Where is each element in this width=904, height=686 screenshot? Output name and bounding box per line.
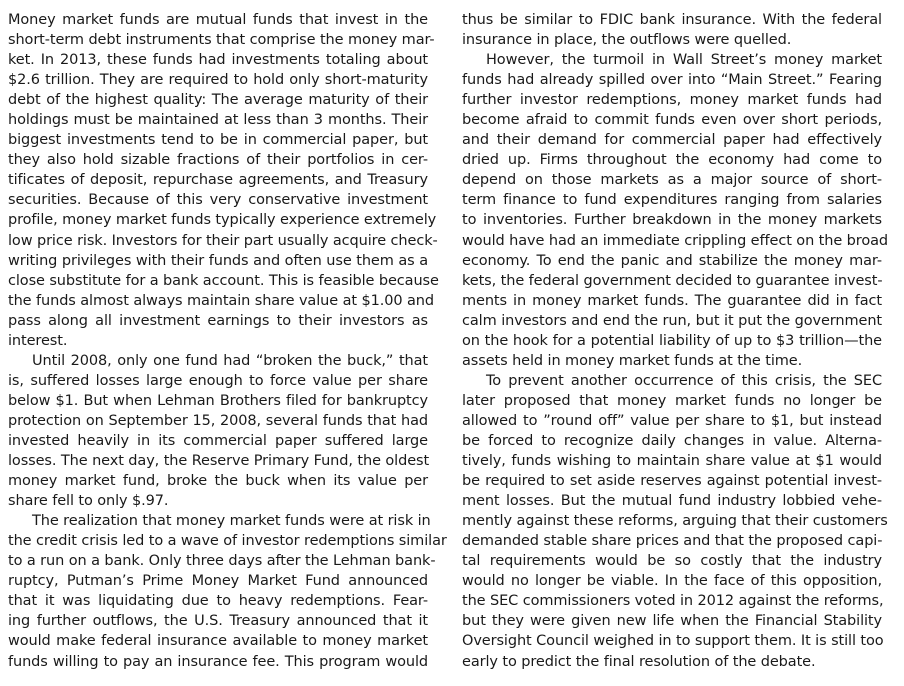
- text-line: would have had an immediate crippling effect on the broad: [462, 232, 888, 249]
- text-line: calm investors and end the run, but it put the government: [462, 312, 882, 329]
- text-line: To prevent another occurrence of this crisis, the SEC: [486, 372, 882, 389]
- text-line: The realization that money market funds were at risk in: [32, 513, 431, 530]
- text-line: funds had already spilled over into “Main Street.” Fearing: [462, 72, 882, 89]
- text-line: funds willing to pay an insurance fee. This program would: [8, 653, 428, 670]
- text-line: assets held in money market funds at the time.: [462, 352, 803, 369]
- text-line: low price risk. Investors for their part usually acquire check-: [8, 232, 438, 249]
- text-line: ruptcy, Putman’s Prime Money Market Fund announced: [8, 573, 428, 590]
- text-line: depend on those markets as a major source of short-: [462, 172, 882, 189]
- text-line: short-term debt instruments that comprise the money mar-: [8, 32, 435, 49]
- text-line: writing privileges with their funds and often use them as a: [8, 252, 428, 269]
- text-line: $2.6 trillion. They are required to hold only short-maturity: [8, 72, 428, 89]
- text-line: ment losses. But the mutual fund industry lobbied vehe-: [462, 493, 882, 510]
- text-line: that it was liquidating due to heavy redemptions. Fear-: [8, 593, 428, 610]
- text-line: but they were given new life when the Financial Stability: [462, 613, 882, 630]
- text-line: biggest investments tend to be in commercial paper, but: [8, 132, 428, 149]
- text-line: later proposed that money market funds no longer be: [462, 392, 882, 409]
- text-line: tificates of deposit, repurchase agreements, and Treasury: [8, 172, 428, 189]
- text-line: to a run on a bank. Only three days after the Lehman bank-: [8, 553, 436, 570]
- text-line: is, suffered losses large enough to force value per share: [8, 372, 428, 389]
- text-line: to inventories. Further breakdown in the money markets: [462, 212, 882, 229]
- text-line: insurance in place, the outflows were quelled.: [462, 32, 792, 49]
- text-line: losses. The next day, the Reserve Primary Fund, the oldest: [8, 453, 430, 470]
- text-line: profile, money market funds typically experience extremely: [8, 212, 437, 229]
- text-line: pass along all investment earnings to their investors as: [8, 312, 428, 329]
- text-line: term finance to fund expenditures ranging from salaries: [462, 192, 882, 209]
- text-line: would make federal insurance available to money market: [8, 633, 428, 650]
- text-line: further investor redemptions, money market funds had: [462, 92, 882, 109]
- text-line: share fell to only $.97.: [8, 493, 169, 510]
- text-line: debt of the highest quality: The average maturity of their: [8, 92, 428, 109]
- text-line: and their demand for commercial paper had effectively: [462, 132, 882, 149]
- text-line: holdings must be maintained at less than 3 months. Their: [8, 112, 428, 129]
- text-line: be forced to recognize daily changes in value. Alterna-: [462, 432, 882, 449]
- text-line: on the hook for a potential liability of up to $3 trillion—the: [462, 332, 882, 349]
- text-line: the funds almost always maintain share value at $1.00 and: [8, 292, 434, 309]
- text-line: securities. Because of this very conservative investment: [8, 192, 428, 209]
- text-line: interest.: [8, 332, 68, 349]
- text-line: economy. To end the panic and stabilize the money mar-: [462, 252, 882, 269]
- text-line: close substitute for a bank account. This is feasible because: [8, 272, 439, 289]
- text-line: ing further outflows, the U.S. Treasury announced that it: [8, 613, 428, 630]
- right-text-column: [462, 10, 888, 672]
- text-line: early to predict the final resolution of the debate.: [462, 653, 816, 670]
- text-line: become afraid to commit funds even over short periods,: [462, 112, 882, 129]
- text-line: ments in money market funds. The guarantee did in fact: [462, 292, 882, 309]
- text-line: demanded stable share prices and that the proposed capi-: [462, 533, 883, 550]
- text-line: they also hold sizable fractions of their portfolios in cer-: [8, 152, 428, 169]
- text-line: tively, funds wishing to maintain share value at $1 would: [462, 453, 882, 470]
- text-line: below $1. But when Lehman Brothers filed for bankruptcy: [8, 392, 428, 409]
- text-line: money market fund, broke the buck when its value per: [8, 473, 428, 490]
- text-line: the SEC commissioners voted in 2012 against the reforms,: [462, 593, 884, 610]
- text-line: protection on September 15, 2008, several funds that had: [8, 412, 428, 429]
- text-line: However, the turmoil in Wall Street’s money market: [486, 52, 882, 69]
- text-line: Money market funds are mutual funds that invest in the: [8, 12, 428, 28]
- text-line: kets, the federal government decided to guarantee invest-: [462, 272, 883, 289]
- text-line: allowed to ”round off” value per share to $1, but instead: [462, 412, 882, 429]
- text-line: the credit crisis led to a wave of investor redemptions similar: [8, 533, 447, 550]
- text-line: would no longer be viable. In the face of this opposition,: [462, 573, 882, 590]
- left-text-column: [8, 10, 447, 672]
- text-line: ket. In 2013, these funds had investments totaling about: [8, 52, 428, 69]
- text-line: be required to set aside reserves against potential invest-: [462, 473, 882, 490]
- text-line: mently against these reforms, arguing that their customers: [462, 513, 888, 530]
- text-line: Oversight Council weighed in to support them. It is still too: [462, 633, 884, 650]
- text-line: tal requirements would be so costly that the industry: [462, 553, 882, 570]
- text-line: dried up. Firms throughout the economy had come to: [462, 152, 882, 169]
- text-line: Until 2008, only one fund had “broken the buck,” that: [32, 352, 428, 369]
- text-line: invested heavily in its commercial paper suffered large: [8, 432, 428, 449]
- text-line: thus be similar to FDIC bank insurance. With the federal: [462, 12, 882, 28]
